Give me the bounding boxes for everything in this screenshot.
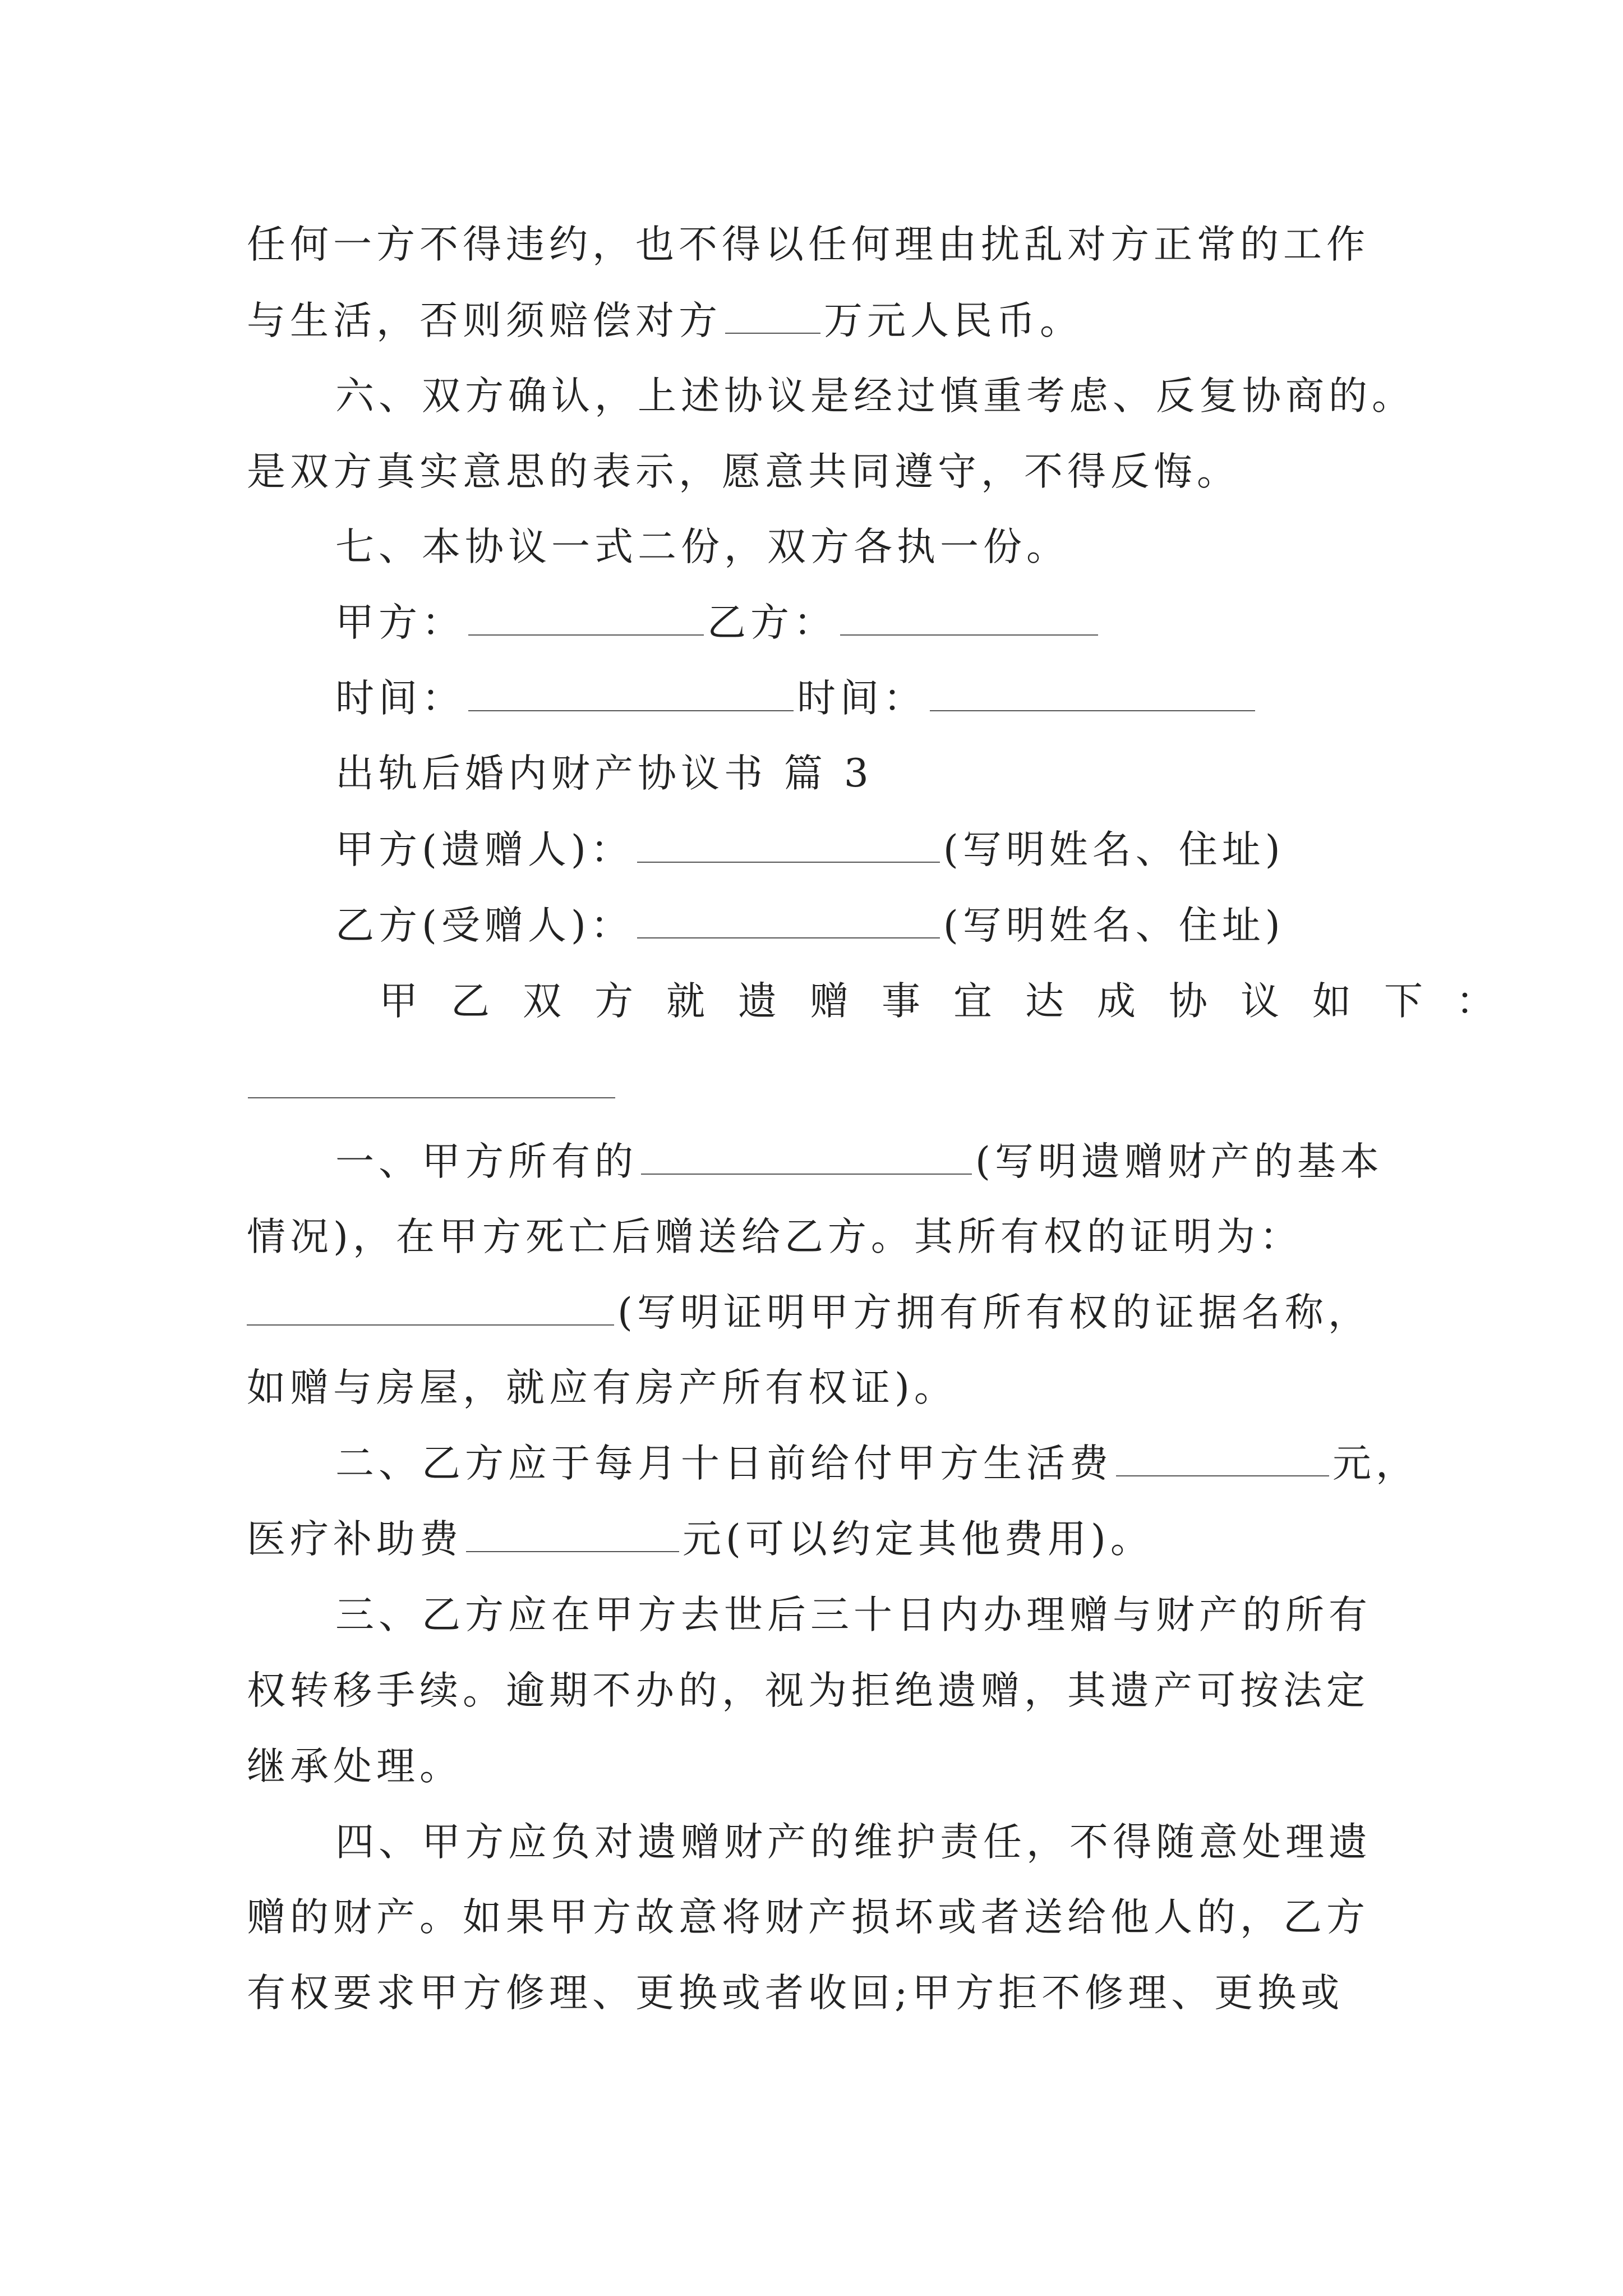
paragraph-line [335,1134,1384,1190]
line-text: 四、甲方应负对遗赠财产的维护责任，不得随意处理遗 [335,1820,1372,1865]
paragraph-line [247,1663,1370,1719]
line-text: 有权要求甲方修理、更换或者收回;甲方拒不修理、更换或 [247,1971,1344,2016]
fill-blank [930,677,1255,711]
paragraph-line [335,1814,1372,1870]
paragraph-line [247,1738,463,1795]
line-text: 七、本协议一式二份，双方各执一份。 [335,524,1069,569]
paragraph-line [247,1965,1344,2021]
line-text: 赠的财产。如果甲方故意将财产损坏或者送给他人的，乙方 [247,1895,1370,1940]
line-text: 万元人民币。 [824,298,1083,343]
line-text: (写明姓名、住址) [943,903,1285,948]
paragraph-line [335,1587,1372,1643]
paragraph-line [335,898,1285,954]
paragraph-line [247,217,1370,273]
line-text: 二、乙方应于每月十日前给付甲方生活费 [335,1441,1113,1486]
line-text: 元(可以约定其他费用)。 [683,1517,1154,1562]
fill-blank [840,601,1098,636]
line-text: 乙方(受赠人)： [335,903,634,948]
date-label: 时间： [797,676,926,721]
line-text: 任何一方不得违约，也不得以任何理由扰乱对方正常的工作 [247,222,1370,267]
paragraph-line [247,1889,1370,1945]
line-text: (写明遗赠财产的基本 [975,1139,1384,1184]
line-text: 出轨后婚内财产协议书 篇 3 [335,751,873,796]
fill-blank [637,828,940,863]
fill-blank [248,1097,615,1098]
line-text: 三、乙方应在甲方去世后三十日内办理赠与财产的所有 [335,1593,1372,1637]
paragraph-line [379,973,1528,1029]
line-text: 医疗补助费 [247,1517,463,1562]
paragraph-line [247,444,1240,500]
paragraph-line [247,1285,1371,1341]
paragraph-line [247,293,1083,349]
section-title [335,746,873,802]
paragraph-line [247,1209,1303,1265]
paragraph-line [247,1360,957,1416]
signature-line [335,595,1101,651]
paragraph-line [335,1435,1419,1492]
fill-blank [466,1517,679,1552]
line-text: (写明姓名、住址) [943,827,1285,872]
line-text: 情况)，在甲方死亡后赠送给乙方。其所有权的证明为： [247,1214,1303,1259]
fill-blank [637,904,940,938]
fill-blank [247,1291,614,1326]
line-text: 甲方(遗赠人)： [335,827,634,872]
fill-blank [468,601,704,636]
line-text: 一、甲方所有的 [335,1139,638,1184]
fill-blank [1116,1442,1329,1476]
fill-blank [468,677,794,711]
line-text: 元， [1332,1441,1419,1486]
fill-blank [725,299,820,334]
party-b-label: 乙方： [707,600,837,645]
line-text: 如赠与房屋，就应有房产所有权证)。 [247,1365,957,1410]
paragraph-line [335,368,1415,424]
fill-blank [641,1140,972,1175]
paragraph-line [335,519,1069,575]
line-text: (写明证明甲方拥有所有权的证据名称， [617,1290,1371,1335]
date-label: 时间： [335,676,465,721]
party-a-label: 甲方： [335,600,465,645]
line-text: 六、双方确认，上述协议是经过慎重考虑、反复协商的。 [335,374,1415,418]
paragraph-line [335,822,1285,878]
paragraph-line [247,1511,1154,1567]
line-text: 权转移手续。逾期不办的，视为拒绝遗赠，其遗产可按法定 [247,1668,1370,1713]
line-text: 甲乙双方就遗赠事宜达成协议如下： [379,979,1528,1024]
date-line [335,670,1258,726]
line-text: 继承处理。 [247,1744,463,1789]
line-text: 与生活，否则须赔偿对方 [247,298,722,343]
line-text: 是双方真实意思的表示，愿意共同遵守，不得反悔。 [247,449,1240,494]
